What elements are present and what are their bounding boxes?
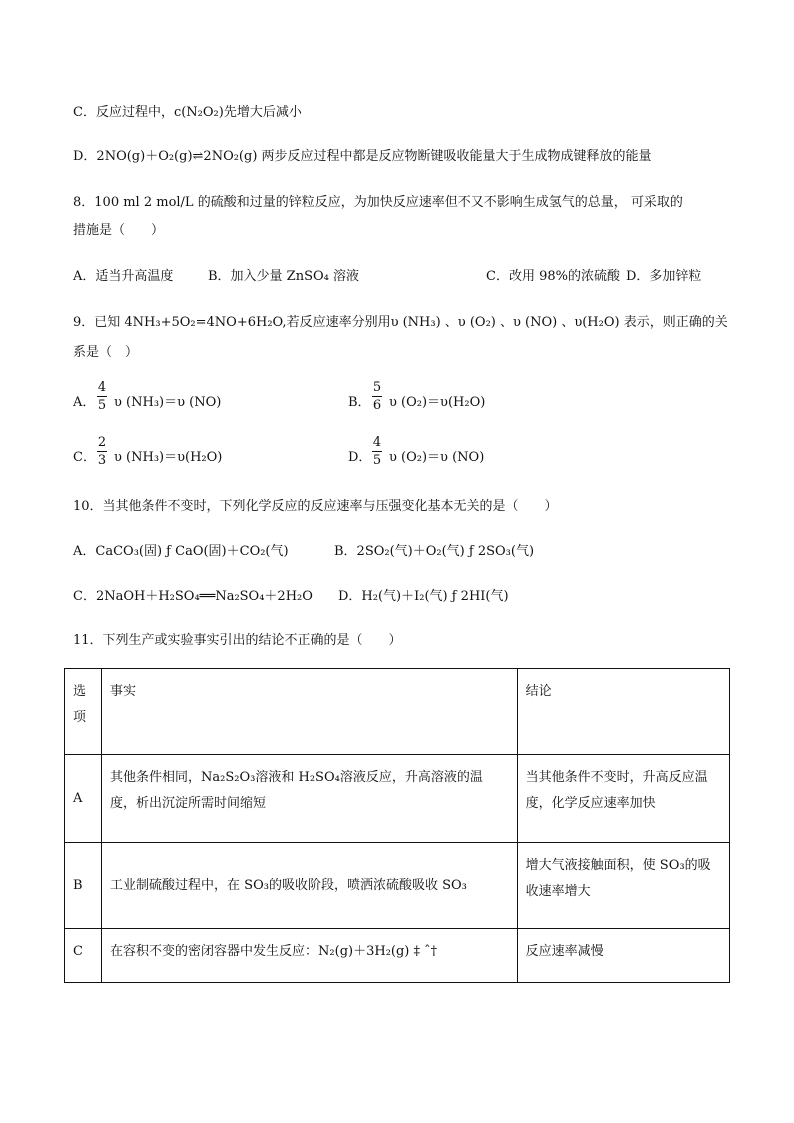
- q8-option-b: B．加入少量 ZnSO₄ 溶液: [208, 269, 359, 284]
- row-b-fact: 工业制硫酸过程中，在 SO₃的吸收阶段，喷洒浓硫酸吸收 SO₃: [102, 843, 518, 929]
- q8-option-d: D．多加锌粒: [626, 269, 702, 284]
- q9-option-b-denominator: 6: [372, 398, 382, 413]
- q9-option-a-denominator: 5: [97, 398, 107, 413]
- table-row: [65, 929, 730, 983]
- header-fact: 事实: [102, 669, 518, 755]
- header-conclusion: 结论: [517, 669, 729, 755]
- q9-option-a-label: A．: [73, 395, 96, 410]
- q8-stem-line1: 8．100 ml 2 mol/L 的硫酸和过量的锌粒反应，为加快反应速率但不又不影响生成氢气的总量， 可采取的: [73, 195, 683, 210]
- header-option: 选项: [65, 669, 102, 755]
- row-c-option: C: [65, 929, 102, 983]
- q9-option-d-numerator: 4: [372, 435, 382, 450]
- row-a-option: A: [65, 755, 102, 843]
- q7-option-c: C．反应过程中，c(N₂O₂)先增大后减小: [73, 105, 302, 120]
- q9-option-b-fraction: [372, 380, 382, 413]
- q10-option-c: C．2NaOH＋H₂SO₄══Na₂SO₄＋2H₂O: [73, 589, 313, 604]
- q9-option-c-numerator: 2: [97, 435, 107, 450]
- q9-option-b-numerator: 5: [372, 380, 382, 395]
- q8-stem-line2: 措施是（ ）: [73, 223, 165, 238]
- q8-option-c: C．改用 98%的浓硫酸: [486, 269, 620, 284]
- q9-stem-line1: 9．已知 4NH₃+5O₂=4NO+6H₂O,若反应速率分别用υ (NH₃) 、υ (O₂) 、υ (NO) 、υ(H₂O) 表示，则正确的关: [73, 315, 728, 330]
- q9-option-d-fraction: [372, 435, 382, 468]
- q9-option-d-label: D．: [348, 450, 372, 465]
- table-row: [65, 843, 730, 929]
- row-b-option: B: [65, 843, 102, 929]
- q9-option-d-expression: υ (O₂)＝υ (NO): [389, 450, 485, 465]
- q9-option-d-denominator: 5: [372, 453, 382, 468]
- row-b-conclusion: 增大气液接触面积，使 SO₃的吸收速率增大: [517, 843, 729, 929]
- table-header-row: [65, 669, 730, 755]
- q11-stem: 11．下列生产或实验事实引出的结论不正确的是（ ）: [73, 633, 402, 648]
- q8-option-a: A．适当升高温度: [73, 269, 174, 284]
- q10-option-b: B．2SO₂(气)＋O₂(气) ƒ 2SO₃(气): [334, 544, 535, 559]
- row-c-conclusion: 反应速率减慢: [517, 929, 729, 983]
- q9-option-c-label: C．: [73, 450, 96, 465]
- q9-option-a-numerator: 4: [97, 380, 107, 395]
- q9-option-c-expression: υ (NH₃)＝υ(H₂O): [114, 450, 223, 465]
- q10-stem: 10．当其他条件不变时，下列化学反应的反应速率与压强变化基本无关的是（ ）: [73, 499, 558, 514]
- q10-option-a: A．CaCO₃(固) ƒ CaO(固)＋CO₂(气): [73, 544, 289, 559]
- q7-option-d: D．2NO(g)＋O₂(g)⇌2NO₂(g) 两步反应过程中都是反应物断键吸收能量大于生成物成键释放的能量: [73, 149, 652, 164]
- row-a-fact: 其他条件相同，Na₂S₂O₃溶液和 H₂SO₄溶液反应，升高溶液的温度，析出沉淀所需时间缩短: [102, 755, 518, 843]
- q9-option-b-label: B．: [348, 395, 371, 410]
- q11-table: [64, 668, 730, 983]
- q9-option-a-expression: υ (NH₃)＝υ (NO): [114, 395, 222, 410]
- row-a-conclusion: 当其他条件不变时，升高反应温度，化学反应速率加快: [517, 755, 729, 843]
- row-c-fact: 在容积不变的密闭容器中发生反应：N₂(g)＋3H₂(g) ‡ ˆ†: [102, 929, 518, 983]
- q9-stem-line2: 系是（ ）: [73, 345, 139, 360]
- q9-option-a-fraction: [97, 380, 107, 413]
- q10-option-d: D．H₂(气)＋I₂(气) ƒ 2HI(气): [338, 589, 509, 604]
- q9-option-b-expression: υ (O₂)＝υ(H₂O): [389, 395, 486, 410]
- q9-option-c-fraction: [97, 435, 107, 468]
- table-row: [65, 755, 730, 843]
- q9-option-c-denominator: 3: [97, 453, 107, 468]
